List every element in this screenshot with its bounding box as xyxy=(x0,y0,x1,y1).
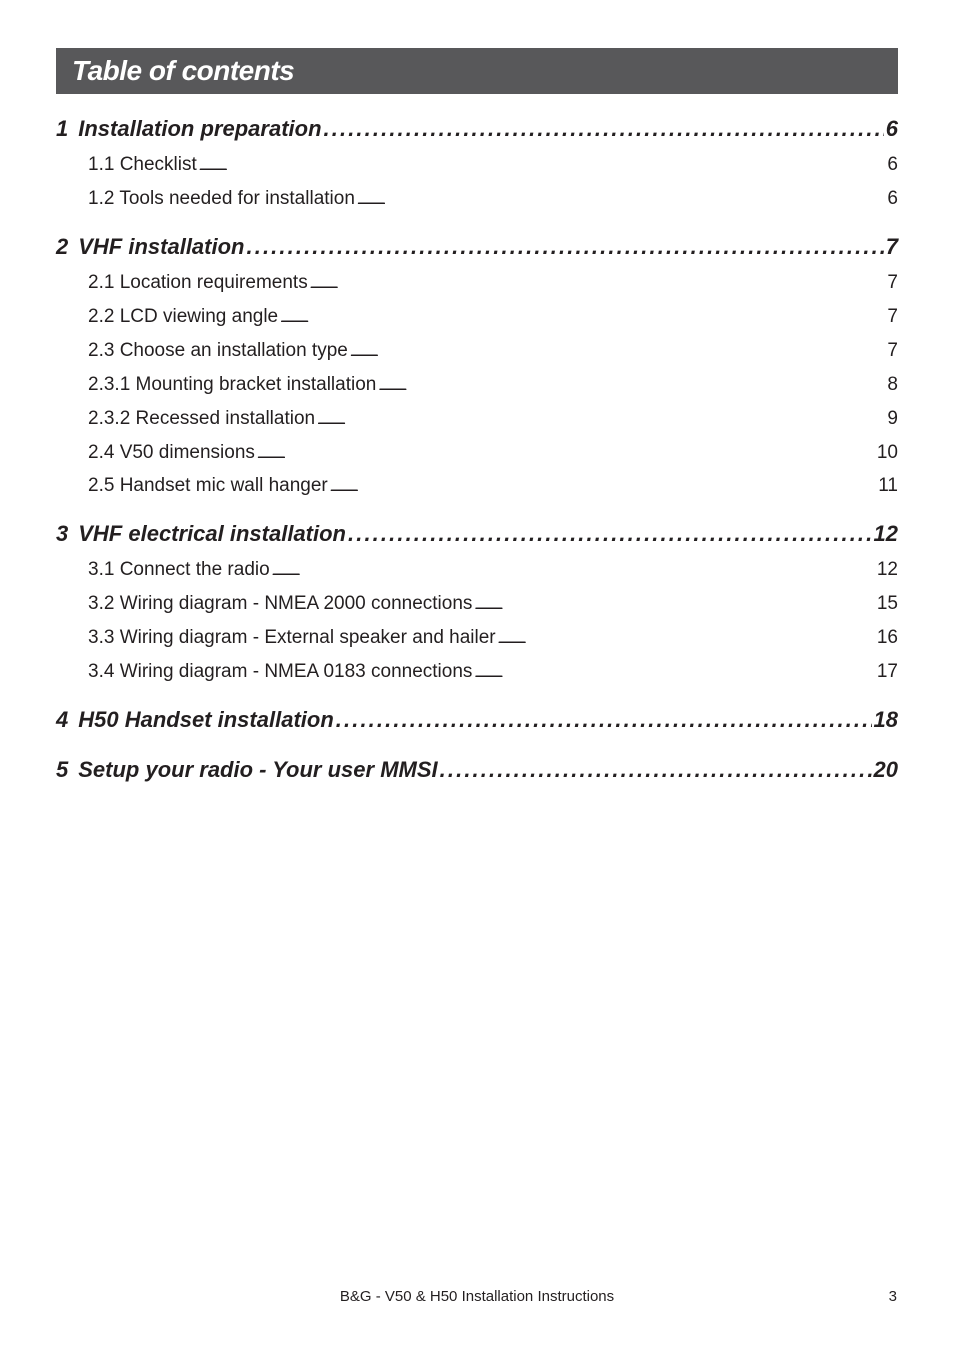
section-page: 12 xyxy=(876,559,898,580)
dot-leader xyxy=(310,279,886,291)
section-title: 1.1 Checklist xyxy=(88,154,197,175)
section-title: 2.2 LCD viewing angle xyxy=(88,306,279,327)
dot-leader xyxy=(350,347,886,359)
section-page: 11 xyxy=(878,475,898,496)
toc-section-2-5[interactable] xyxy=(88,475,898,497)
toc-section-3-2[interactable] xyxy=(88,593,898,615)
chapter-page: 18 xyxy=(873,707,898,732)
dot-leader xyxy=(357,195,886,207)
toc-section-2-3-2[interactable] xyxy=(88,408,898,430)
section-title: 2.3.1 Mounting bracket installation xyxy=(88,374,377,395)
section-title: 2.4 V50 dimensions xyxy=(88,442,255,463)
toc-section-3-3[interactable] xyxy=(88,627,898,649)
chapter-page: 20 xyxy=(873,757,898,782)
toc-section-2-4[interactable] xyxy=(88,442,898,464)
chapter-title: VHF installation xyxy=(78,234,245,259)
section-page: 8 xyxy=(887,374,898,395)
dot-leader xyxy=(336,707,872,733)
section-page: 6 xyxy=(887,188,898,209)
section-page: 16 xyxy=(876,627,898,648)
dot-leader xyxy=(440,757,872,783)
toc-section-1-2[interactable] xyxy=(88,188,898,210)
dot-leader xyxy=(498,634,875,646)
chapter-number: 3 xyxy=(56,521,69,546)
section-title: 3.1 Connect the radio xyxy=(88,559,270,580)
section-page: 6 xyxy=(887,154,898,175)
chapter-title: Setup your radio - Your user MMSI xyxy=(78,757,438,782)
chapter-number: 1 xyxy=(56,116,69,141)
toc-section-2-2[interactable] xyxy=(88,306,898,328)
section-title: 2.1 Location requirements xyxy=(88,272,308,293)
section-page: 7 xyxy=(887,306,898,327)
chapter-title: Installation preparation xyxy=(78,116,322,141)
page-title: Table of contents xyxy=(72,55,295,86)
toc-chapter-1[interactable] xyxy=(56,116,898,142)
chapter-page: 6 xyxy=(885,116,898,141)
section-page: 7 xyxy=(887,272,898,293)
section-page: 7 xyxy=(887,340,898,361)
toc-section-3-1[interactable] xyxy=(88,559,898,581)
section-title: 3.2 Wiring diagram - NMEA 2000 connections xyxy=(88,593,473,614)
dot-leader xyxy=(474,600,874,612)
footer-page-number: 3 xyxy=(888,1288,897,1305)
dot-leader xyxy=(378,381,885,393)
toc-section-1-1[interactable] xyxy=(88,154,898,176)
toc-section-3-4[interactable] xyxy=(88,661,898,683)
section-title: 2.3 Choose an installation type xyxy=(88,340,348,361)
section-page: 9 xyxy=(887,408,898,429)
chapter-page: 7 xyxy=(885,234,898,259)
dot-leader xyxy=(199,161,886,173)
footer-doc-title: B&G - V50 & H50 Installation Instructions xyxy=(339,1288,615,1305)
dot-leader xyxy=(280,313,885,325)
chapter-number: 5 xyxy=(56,757,69,782)
chapter-number: 4 xyxy=(56,707,69,732)
chapter-title: H50 Handset installation xyxy=(78,707,334,732)
chapter-title: VHF electrical installation xyxy=(78,521,346,546)
section-page: 17 xyxy=(876,661,898,682)
dot-leader xyxy=(272,566,875,578)
toc-chapter-4[interactable] xyxy=(56,707,898,733)
section-title: 3.3 Wiring diagram - External speaker and hailer xyxy=(88,627,496,648)
toc-chapter-2[interactable] xyxy=(56,234,898,260)
dot-leader xyxy=(330,482,877,494)
section-title: 3.4 Wiring diagram - NMEA 0183 connections xyxy=(88,661,473,682)
toc-section-2-3[interactable] xyxy=(88,340,898,362)
toc-chapter-3[interactable] xyxy=(56,521,898,547)
toc-section-2-1[interactable] xyxy=(88,272,898,294)
section-page: 10 xyxy=(876,442,898,463)
section-title: 2.3.2 Recessed installation xyxy=(88,408,316,429)
chapter-number: 2 xyxy=(56,234,69,259)
dot-leader xyxy=(247,234,884,260)
toc-chapter-5[interactable] xyxy=(56,757,898,783)
dot-leader xyxy=(317,415,885,427)
dot-leader xyxy=(474,668,874,680)
chapter-page: 12 xyxy=(873,521,898,546)
section-title: 2.5 Handset mic wall hanger xyxy=(88,475,328,496)
dot-leader xyxy=(257,449,875,461)
section-title: 1.2 Tools needed for installation xyxy=(88,188,355,209)
dot-leader xyxy=(324,116,884,142)
dot-leader xyxy=(348,521,872,547)
page-title-bar xyxy=(56,48,898,94)
section-page: 15 xyxy=(876,593,898,614)
toc-section-2-3-1[interactable] xyxy=(88,374,898,396)
